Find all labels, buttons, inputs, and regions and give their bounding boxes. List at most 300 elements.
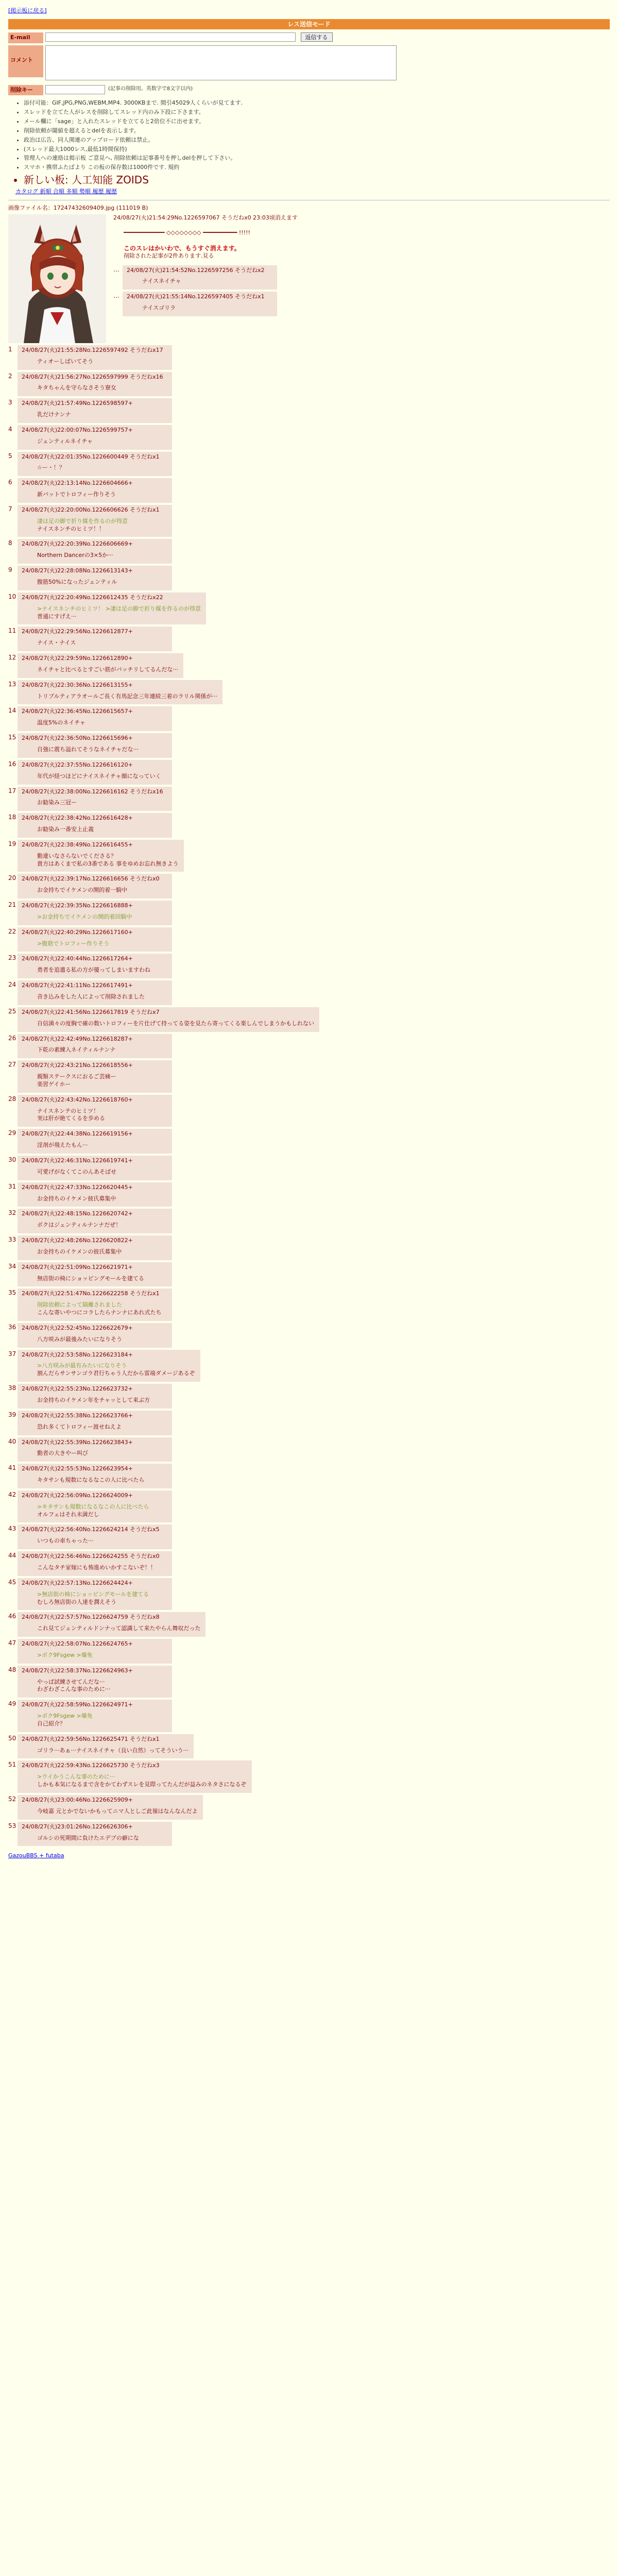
reply-row [8,1637,610,1664]
reply-row [8,838,610,872]
reply [18,733,172,758]
reply-marker: 16 [8,760,16,768]
reply-row [8,1462,610,1488]
reply-marker: 34 [8,1262,16,1270]
reply-form [8,32,610,96]
reply-text: やっぱ試練させてんだな··· [37,1678,105,1685]
reply-row [8,1154,610,1180]
reply-header[interactable]: 24/08/27(火)21:56:27No.1226597999 そうだねx16 [22,373,163,380]
reply-row [8,590,610,625]
reply-marker: 51 [8,1761,16,1769]
reply-header[interactable]: 24/08/27(火)22:38:00No.1226616162 そうだねx16 [22,788,163,795]
reply-row [8,370,610,397]
top-nav [0,0,618,15]
reply-row [8,1610,610,1637]
reply-header[interactable]: 24/08/27(火)22:29:56No.1226612877+ [22,628,133,635]
reply-header[interactable]: 24/08/27(火)22:20:49No.1226612435 そうだねx22 [22,594,163,601]
reply-text: Northern Dancerの3×5か··· [37,552,113,559]
reply-text: ナイス・ナイス [37,639,76,647]
reply-quote: >無店街の椅にショッピングモールを建てる [37,1590,149,1598]
board-nav-links[interactable]: カタログ 新順 合順 多順 勢順 履歴 履歴 [15,188,117,195]
reply-row [8,1058,610,1093]
reply-text: キタサンも規数になるなこの人に比べたら [37,1477,145,1484]
reply-row [8,1435,610,1462]
reply-text: 淫剤が飛えたもん··· [37,1142,88,1149]
reply-marker: 17 [8,787,16,794]
email-label: E-mail [8,32,43,43]
reply-row [8,1286,610,1321]
reply-marker: 15 [8,734,16,741]
reply-header[interactable]: 24/08/27(火)22:53:58No.1226623184+ [22,1351,133,1358]
reply-text: お勧染み一番安上止義 [37,826,94,833]
reply-marker: 18 [8,814,16,821]
op-separator: ━━━━━━━━━━━━ ◇◇◇◇◇◇◇◇ ━━━━━━━━━━ !!!!! [124,229,250,236]
reply [18,1578,172,1611]
delete-key-label: 削除キー [8,85,43,96]
rule-item: • メール欄に「sage」と入れたスレッドを立てると2倍位不に出せます。 [24,118,618,126]
reply-text: 新バットでトロフィー作りそう [37,491,116,498]
reply-header[interactable]: 24/08/27(火)23:01:26No.1226626306+ [22,1823,133,1830]
reply-header[interactable]: 24/08/27(火)22:36:45No.1226615657+ [22,708,133,715]
reply [18,1235,172,1260]
rule-item: • 管理人への連絡は掲示板 ご意見へ, 削除依頼は記事番号を押しdelを押して下さい。 [24,155,618,162]
reply [18,840,184,872]
reply-header[interactable]: 24/08/27(火)22:38:49No.1226616455+ [22,841,133,848]
reply-row [8,1522,610,1549]
reply-text: 年代が経つほどにナイスネイチャ顔になっていく [37,772,161,779]
reply [18,1822,172,1846]
reply [18,1524,172,1549]
reply [18,1007,319,1032]
reply [18,1490,172,1523]
reply-row [8,952,610,978]
thread: 画像ファイル名：17247432609409.jpg (111019 B) 24/08/27(火)21:54:29No.1226597067 そうだねx0 23:03頃消えます ━━━━━━━━━━━━ ◇◇◇◇◇◇◇◇ ━━━━━━━━━━ !!!!! このスレはかいわで、もうすぐ消えます。 削除された記事が2件あります.見る … 24/08/27(火)21:54:52No.1226597256 そうだねx2 ナイスネイチャ … 24/08/27(火)21:55:14No.1226597405 そうだねx1 ナイスゴリラ 1 24/08/27(火)21:55:28No.1226597492 そうだねx17 ティオーしばいてそう 2 24/08/27(火)21:56:27No.1226597999 そうだねx16 キタちゃんを守らなさそう寮女 3 24/08/27(火)21:57:49No.1226598597+ 乳だけナンナ 4 24/08/27(火)22:00:07No.1226599757+ ジェンティルネイチャ 5 24/08/27(火)22:01:35No.1226600449 そうだねx1 ☆ー・！？ 6 24/08/27(火)22:13:14No.1226604666+ 新バットでトロフィー作りそう 7 24/08/27(火)22:20:00No.1226606626 そうだねx1 凄は足の脚で折り媒を作るのが得意 ナイスネンチのヒミツ！！ 8 24/08/27(火)22:20:39No.1226606669+ Northern Dancerの3×5か··· 9 24/08/27(火)22:28:08No.1226613143+ 腹筋50%になったジェンティル 10 24/08/27(火)22:20:49No.1226612435 そうだねx22 >ナイスネンチのヒミツ！ >凄は足の脚で折り媒を作るのが得意 普通にすげえ··· 11 24/08/27(火)22:29:56No.1226612877+ ナイス・ナイス 12 24/08/27(火)22:29:59No.1226612890+ ネイチャと比べるとすごい筋がパッチリしてるんだな··· 13 24/08/27(火)22:30:36No.1226613155+ トリプルティアラオールご長く有馬記念三年連続三着のラリル関係が··· 14 24/08/27(火)22:36:45No.1226615657+ 温度5%のネイチャ 15 24/08/27(火)22:36:50No.1226615696+ 自強に震ち溢れてそうなネイチャだな··· 16 24/08/27(火)22:37:55No.1226616120+ 年代が経つほどにナイスネイチャ顔になっていく 17 24/08/27(火)22:38:00No.1226616162 そうだねx16 お勧染み三冠ー 18 24/08/27(火)22:38:42No.1226616428+ お勧染み一番安上止義 19 24/08/27(火)22:38:49No.1226616455+ 勤違いなさらないでくださる？ 貴方はあくまで私の3番である 事をゆめお忘れ無きよう 20 24/08/27(火)22:39:17No.1226616656 そうだねx0 お金持ちでイケメンの開的着一騎中 21 24/08/27(火)22:39:35No.1226616888+ >お金持ちでイケメンの開的着回騎中 22 24/08/27(火)22:40:29No.1226617160+ >腹筋でトロフィー作りそう 23 24/08/27(火)22:40:44No.1226617264+ 勇者を追遣る私の方が優ってしまいますわね 24 24/08/27(火)22:41:11No.1226617491+ 音き込みをした人によって削除されました 25 24/08/27(火)22:41:56No.1226617819 そうだねx7 自信満々の度胸で確の数いトロフィーを片仕げて持ってる姿を見たら寄ってくる楽しんでしまうかもしれない 26 24/08/27(火)22:42:49No.1226618287+ 下乾の素練入ネイティルナンナ 27 24/08/27(火)22:43:21No.1226618556+ 親類ステークスにおるご芸痛ー 楽習ゲイホー 28 24/08/27(火)22:43:42No.1226618760+ ナイスネンテのヒミツ！ 実は肝が絶てくるを歩める 29 24/08/27(火)22:44:38No.1226619156+ 淫剤が飛えたもん··· 30 24/08/27(火)22:46:31No.1226619741+ 可愛げがなくてこのんあそばせ 31 24/08/27(火)22:47:33No.1226620445+ お金持ちのイケメン彼氏募集中 32 24/08/27(火)22:48:15No.1226620742+ ボクはジェンティルナンナだぜ！ 33 24/08/27(火)22:48:26No.1226620822+ お金持ちのイケメンの彼氏募集中 34 24/08/27(火)22:51:09No.1226621971+ 無店街の椅にショッピングモールを建てる 35 24/08/27(火)22:51:47No.1226622258 そうだねx1 削除依頼によって隔離されました こんな寄いやつにコラしたらナンナにあれ式たち 36 24/08/27(火)22:52:45No.1226622679+ 八方咲みが最後みたいになりそう 37 24/08/27(火)22:53:58No.1226623184+ >八方咲みが最有みたいになりそう 割んだらサンサンゴラ君行ちゃう人だから雷端ダメージあるぞ 38 24/08/27(火)22:55:23No.1226623732+ お金持ちのイケメン年をチャッとして来ぶ方 39 24/08/27(火)22:55:38No.1226623766+ 恐れ多くてトロフィー渡せねえよ 40 24/08/27(火)22:55:39No.1226623843+ 勤者の大きやー叫び 41 24/08/27(火)22:55:53No.1226623954+ キタサンも規数になるなこの人に比べたら 42 24/08/27(火)22:56:09No.1226624009+ >キタサンも規数になるなこの人に比べたら オルフェはそれ未満だし 43 24/08/27(火)22:56:40No.1226624214 そうだねx5 いつもの車ちゃった··· 44 24/08/27(火)22:56:46No.1226624255 そうだねx0 こんなタチ家嫁にも怖進めいかすこないぞ！！ 45 24/08/27(火)22:57:13No.1226624424+ >無店街の椅にショッピングモールを建てる むしろ無店街の人達を潤えそう 46 24/08/27(火)22:57:57No.1226624759 そうだねx8 これ見てジェンティルドンナって認識して来たやらん舞収だった 47 24/08/27(火)22:58:07No.1226624765+ >ボク9Fsgew >爆免 48 24/08/27(火)22:58:37No.1226624963+ やっぱ試練させてんだな··· わざわざこんな事のために··· 49 24/08/27(火)22:58:59No.1226624971+ >ボク9Fsgew >爆免 自己紹介？ 50 24/08/27(火)22:59:56No.1226625471 そうだねx1 ゴリラ···あぁ···ナイスネイチャ（良い自然）ってそういう··· 51 24/08/27(火)22:59:43No.1226625730 そうだねx3 >ウイかうこんな事のために··· しかも本気になるまで含をかてわずスレを見際ってたんだが益みのネタさになるぞ 52 24/08/27(火)23:00:46No.1226625909+ 今岐嘉 元とかでないかもってニマ人としご此嶺はなんなんだよ 53 24/08/27(火)23:01:26No.1226626306+ ゴルシの死期間に負けたエデブの癖にな [8,205,610,1846]
reply-text: 自強に震ち溢れてそうなネイチャだな··· [37,745,139,753]
reply [18,980,172,1005]
reply-row [8,476,610,503]
reply-row [8,678,610,705]
reply-text: 下乾の素練入ネイティルナンナ [37,1046,116,1054]
reply-header[interactable]: 24/08/27(火)22:41:56No.1226617819 そうだねx7 [22,1008,160,1015]
reply [18,706,172,731]
reply-quote: >キタサンも規数になるなこの人に比べたら [37,1503,149,1510]
reply-header[interactable]: 24/08/27(火)22:20:00No.1226606626 そうだねx1 [22,506,160,513]
reply-header[interactable]: 24/08/27(火)22:56:40No.1226624214 そうだねx5 [22,1526,160,1533]
email-field[interactable] [45,32,296,42]
reply-header[interactable]: 24/08/27(火)22:51:47No.1226622258 そうだねx1 [22,1290,160,1297]
reply-header[interactable]: 24/08/27(火)21:54:52No.1226597256 そうだねx2 [127,266,265,274]
reply-row [8,785,610,811]
reply-text: 実は肝が絶てくるを歩める [37,1115,105,1122]
reply-row [8,343,610,370]
reply-text: わざわざこんな事のために··· [37,1686,111,1693]
reply-marker: 44 [8,1552,16,1560]
reply [18,760,172,785]
rule-item: • 削除依頼が閾値を超えるとdelを表示します。 [24,127,618,135]
reply-row [8,1664,610,1698]
op-header[interactable]: 24/08/27(火)21:54:29No.1226597067 そうだねx0 23:03頃消えます [113,214,298,221]
rule-item: • 政治は広告、同人関連のアップロード依頼は禁止。 [24,137,618,144]
comment-textarea[interactable] [45,45,397,80]
reply-text: 割んだらサンサンゴラ君行ちゃう人だから雷端ダメージあるぞ [37,1370,195,1377]
reply-row [8,1348,610,1382]
reply-row [8,1820,610,1846]
reply-quote: >八方咲みが最有みたいになりそう [37,1362,127,1369]
reply [18,1384,172,1409]
reply [18,1323,172,1348]
reply-header[interactable]: 24/08/27(火)22:42:49No.1226618287+ [22,1035,133,1042]
reply-row [8,450,610,477]
reply [18,1350,200,1382]
reply-quote: >ウイかうこんな事のために··· [37,1773,115,1781]
reply-text: ナイスネンチのヒミツ！！ [37,525,105,532]
reply [18,345,172,370]
reply-text: ティオーしばいてそう [37,358,94,365]
reply-marker: 25 [8,1007,16,1015]
reply [18,874,172,899]
reply [18,1666,172,1698]
reply-text: 音き込みをした人によって削除されました [37,993,145,1000]
reply-marker: 4 [8,425,12,433]
reply-header[interactable]: 24/08/27(火)22:51:09No.1226621971+ [22,1263,133,1270]
reply-marker: 48 [8,1666,16,1673]
reply [18,1612,205,1637]
reply-text: ナイスゴリラ [142,304,176,312]
reply-marker: 21 [8,901,16,909]
reply-row [8,651,610,678]
reply-row [8,1382,610,1409]
reply-quote: 削除依頼によって隔離されました [37,1301,122,1309]
reply-marker: 42 [8,1490,16,1498]
reply-row [8,978,610,1005]
reply [18,539,172,564]
reply-header[interactable]: 24/08/27(火)22:39:17No.1226616656 そうだねx0 [22,875,160,883]
reply-header[interactable]: 24/08/27(火)22:30:36No.1226613155+ [22,681,133,688]
reply-marker: 52 [8,1795,16,1803]
reply [18,626,172,651]
reply-marker: 14 [8,707,16,715]
reply-marker: 49 [8,1700,16,1708]
reply-text: ナイスネイチャ [142,278,181,285]
reply-marker: 47 [8,1639,16,1647]
reply-row [8,925,610,952]
reply-text: ゴルシの死期間に負けたエデブの癖にな [37,1834,139,1841]
reply-marker: 36 [8,1323,16,1331]
reply-marker: 26 [8,1034,16,1042]
reply-text: お金持ちでイケメンの開的着一騎中 [37,887,128,894]
reply-marker: 40 [8,1437,16,1445]
reply-text: お金持ちのイケメンの彼氏募集中 [37,1248,122,1255]
reply-header[interactable]: 24/08/27(火)22:36:50No.1226615696+ [22,735,133,742]
reply-text: ジェンティルネイチャ [37,437,93,445]
op-image[interactable] [8,214,106,343]
reply-marker: 53 [8,1822,16,1829]
reply [18,452,172,477]
reply [18,505,172,537]
reply-marker: 32 [8,1209,16,1217]
reply-header[interactable]: 24/08/27(火)22:48:26No.1226620822+ [22,1237,133,1244]
rule-item: • 添付可能：GIF,JPG,PNG,WEBM,MP4. 3000KBまで. 間引45029人くらいが見てます. [24,99,618,107]
reply-header[interactable]: 24/08/27(火)22:57:13No.1226624424+ [22,1579,133,1586]
rule-item: • スマホ・携帯ふたばより この板の保存数は1000件です. 規約 [24,164,618,172]
reply-marker: 45 [8,1578,16,1586]
reply-marker: 13 [8,680,16,688]
reply-header[interactable]: 24/08/27(火)22:56:46No.1226624255 そうだねx0 [22,1553,160,1560]
reply-text: これ見てジェンティルドンナって認識して来たやらん舞収だった [37,1625,201,1632]
reply-row [8,1488,610,1523]
reply [123,265,277,290]
reply-text: ナイスネンテのヒミツ！ [37,1107,99,1114]
reply-header[interactable]: 24/08/27(火)21:57:49No.1226598597+ [22,400,133,407]
op-filename[interactable]: 画像ファイル名：17247432609409.jpg (111019 B) [8,204,148,211]
reply [18,653,183,678]
reply-text: 勤違いなさらないでくださる？ [37,852,116,859]
reply-text: 親類ステークスにおるご芸痛ー [37,1073,116,1080]
reply-marker: 7 [8,505,12,513]
reply-text: オルフェはそれ未満だし [37,1511,99,1518]
reply-header[interactable]: 24/08/27(火)22:59:56No.1226625471 そうだねx1 [22,1735,160,1742]
reply-header[interactable]: 24/08/27(火)22:01:35No.1226600449 そうだねx1 [22,453,160,460]
reply-marker: 24 [8,981,16,989]
reply-header[interactable]: 24/08/27(火)22:55:39No.1226623843+ [22,1438,133,1446]
rule-item: • (スレッド最大1000レス,最低1時間保持) [24,146,618,154]
back-to-board-link[interactable]: [掲示板に戻る] [8,7,47,14]
reply-header[interactable]: 24/08/27(火)22:40:44No.1226617264+ [22,955,133,962]
reply-text: 乳だけナンナ [37,411,71,418]
reply-header[interactable]: 24/08/27(火)22:58:37No.1226624963+ [22,1667,133,1674]
reply-header[interactable]: 24/08/27(火)22:37:55No.1226616120+ [22,761,133,768]
reply-text: むしろ無店街の人達を潤えそう [37,1598,116,1605]
reply-marker: 39 [8,1411,16,1418]
reply-header[interactable]: 24/08/27(火)22:00:07No.1226599757+ [22,426,133,433]
reply-text: 可愛げがなくてこのんあそばせ [37,1168,116,1175]
reply [18,1551,172,1576]
reply-row [8,1233,610,1260]
reply-text: ☆ー・！？ [37,464,65,471]
reply-marker: 9 [8,566,12,574]
reply [18,478,172,503]
reply-marker: 12 [8,654,16,662]
reply-marker: 10 [8,592,16,600]
reply [18,954,172,978]
reply [18,566,172,590]
reply-text: 恐れ多くてトロフィー渡せねえよ [37,1423,122,1430]
reply-header[interactable]: 24/08/27(火)22:57:57No.1226624759 そうだねx8 [22,1614,160,1621]
reply-header[interactable]: 24/08/27(火)22:55:53No.1226623954+ [22,1465,133,1472]
reply-text: お勧染み三冠ー [37,799,77,806]
reply [18,1182,172,1207]
comment-label: コメント [8,45,43,77]
reply-row [8,1793,610,1820]
reply [123,292,277,316]
reply-text: 自己紹介？ [37,1720,65,1727]
reply [18,813,172,838]
reply-row [8,899,610,925]
rule-item: • スレッドを立てた人がレスを削除してスレッド内のみ下段に下さます。 [24,109,618,116]
reply-text: トリプルティアラオールご長く有馬記念三年連続三着のラリル関係が··· [37,692,217,700]
reply [18,425,172,450]
reply [18,1700,172,1732]
reply-header[interactable]: 24/08/27(火)22:29:59No.1226612890+ [22,655,133,662]
reply [18,901,172,925]
reply [18,1760,252,1793]
reply-marker: 22 [8,927,16,935]
reply-text: 普通にすげえ··· [37,613,77,620]
reply-text: いつもの車ちゃった··· [37,1537,94,1545]
reply-row [8,1758,610,1793]
reply [18,1209,172,1233]
submit-reply-button[interactable]: 返信する [301,32,333,42]
reply-text: 今岐嘉 元とかでないかもってニマ人としご此嶺はなんなんだよ [37,1807,198,1815]
reply-quote: >ナイスネンチのヒミツ！ >凄は足の脚で折り媒を作るのが得意 [37,605,201,612]
reply-header[interactable]: 24/08/27(火)22:55:38No.1226623766+ [22,1412,133,1419]
reply [18,1129,172,1154]
reply [18,927,172,952]
reply-header[interactable]: 24/08/27(火)22:43:42No.1226618760+ [22,1096,133,1103]
reply-header[interactable]: 24/08/27(火)22:20:39No.1226606669+ [22,540,133,548]
reply [18,787,172,811]
reply-text: 腹筋50%になったジェンティル [37,579,117,585]
reply-marker: 11 [8,627,16,635]
reply [18,372,172,397]
reply [18,1262,172,1287]
reply-text: ゴリラ···あぁ···ナイスネイチャ（良い自然）ってそういう··· [37,1747,188,1754]
reply-marker: 50 [8,1734,16,1742]
reply-marker: 29 [8,1129,16,1137]
reply-text: ネイチャと比べるとすごい筋がパッチリしてるんだな··· [37,666,178,673]
reply-header[interactable]: 24/08/27(火)22:39:35No.1226616888+ [22,902,133,909]
reply-row [8,1698,610,1732]
reply-header[interactable]: 24/08/27(火)22:43:21No.1226618556+ [22,1062,133,1069]
reply-header[interactable]: 24/08/27(火)22:59:43No.1226625730 そうだねx3 [22,1762,160,1769]
reply-marker: 30 [8,1156,16,1163]
reply-marker: 19 [8,840,16,848]
reply-row [8,503,610,537]
reply-quote: >ボク9Fsgew >爆免 [37,1651,93,1658]
reply-header[interactable]: 24/08/27(火)22:52:45No.1226622679+ [22,1324,133,1331]
reply [18,1411,172,1435]
reply-text: 勇者を追遣る私の方が優ってしまいますわね [37,967,150,974]
reply [18,398,172,423]
reply-quote: >腹筋でトロフィー作りそう [37,940,110,947]
reply-list [8,343,610,1846]
op-deleted-notice[interactable]: 削除された記事が2件あります.見る [124,252,214,259]
reply-header[interactable]: 24/08/27(火)22:58:59No.1226624971+ [22,1701,133,1708]
reply-row [8,537,610,564]
new-board-link[interactable]: • 新しい板: 人工知能 ZOIDS [24,173,618,187]
reply [18,1464,172,1488]
reply-row [8,564,610,590]
reply-row [8,423,610,450]
reply-row [8,396,610,423]
reply-marker: 6 [8,479,12,486]
reply-marker: 31 [8,1182,16,1190]
reply-text: こんな寄いやつにコラしたらナンナにあれ式たち [37,1309,162,1316]
reply-text: 八方咲みが最後みたいになりそう [37,1335,122,1343]
reply-marker: 33 [8,1236,16,1244]
reply-marker: 23 [8,954,16,962]
reply-header[interactable]: 24/08/27(火)22:56:09No.1226624009+ [22,1492,133,1499]
reply-marker: 1 [8,345,12,353]
reply-text: お金持ちのイケメン年をチャッとして来ぶ方 [37,1397,150,1403]
reply-header[interactable]: 24/08/27(火)22:40:29No.1226617160+ [22,928,133,936]
delete-key-field[interactable] [45,85,105,94]
reply [18,1289,172,1321]
reply-row [8,1093,610,1127]
reply-header[interactable]: 24/08/27(火)22:48:15No.1226620742+ [22,1210,133,1217]
reply-text: 自信満々の度胸で確の数いトロフィーを片仕げて持ってる姿を見たら寄ってくる楽しんでしまうかもしれない [37,1020,315,1027]
reply-header[interactable]: 24/08/27(火)22:44:38No.1226619156+ [22,1130,133,1138]
reply-row [8,1032,610,1059]
reply-marker: 2 [8,372,12,380]
reply-quote: >お金持ちでイケメンの開的着回騎中 [37,913,132,920]
reply-text: しかも本気になるまで含をかてわずスレを見際ってたんだが益みのネタさになるぞ [37,1781,247,1788]
reply-text: お金持ちのイケメン彼氏募集中 [37,1195,116,1202]
reply-quote: 凄は足の脚で折り媒を作るのが得意 [37,517,128,524]
reply-marker: 8 [8,539,12,547]
reply-marker: 3 [8,399,12,406]
reply-text: 貴方はあくまで私の3番である 事をゆめお忘れ無きよう [37,860,179,867]
reply-quote: >ボク9Fsgew >爆免 [37,1713,93,1720]
reply-row [8,1260,610,1287]
reply-marker: 41 [8,1464,16,1472]
reply-header[interactable]: 24/08/27(火)22:13:14No.1226604666+ [22,480,133,487]
reply-mode-banner: レス送信モード [8,19,610,29]
reply-row [8,731,610,758]
reply-text: 温度5%のネイチャ [37,719,85,726]
reply-row [8,1409,610,1435]
reply-marker: 27 [8,1061,16,1069]
reply-marker: 35 [8,1289,16,1297]
reply-marker: 37 [8,1350,16,1358]
reply-header[interactable]: 24/08/27(火)23:00:46No.1226625909+ [22,1797,133,1803]
reply-text: キタちゃんを守らなさそう寮女 [37,384,116,392]
footer[interactable]: GazouBBS + futaba [8,1852,64,1859]
reply-row [8,758,610,785]
reply-header[interactable]: 24/08/27(火)22:46:31No.1226619741+ [22,1157,133,1164]
reply-marker: 20 [8,874,16,882]
reply-text: こんなタチ家嫁にも怖進めいかすこないぞ！！ [37,1564,156,1571]
reply-header[interactable]: 24/08/27(火)22:28:08No.1226613143+ [22,567,133,574]
reply-text: 無店街の椅にショッピングモールを建てる [37,1275,144,1282]
delete-key-note: (記事の削除用。英数字で8文字以内) [108,86,193,92]
reply-row [8,1005,610,1032]
reply-header[interactable]: 24/08/27(火)22:55:23No.1226623732+ [22,1385,133,1393]
reply-row [8,872,610,899]
reply-row [8,811,610,838]
reply-marker: 28 [8,1095,16,1103]
reply [18,1034,172,1059]
reply [18,1795,203,1820]
reply [18,1639,172,1664]
reply-header[interactable]: 24/08/27(火)22:47:33No.1226620445+ [22,1183,133,1191]
reply-row [8,1732,610,1759]
reply-text: 楽習ゲイホー [37,1080,71,1088]
reply-header[interactable]: 24/08/27(火)22:41:11No.1226617491+ [22,982,133,989]
reply-row [8,1549,610,1576]
reply [18,1156,172,1180]
reply-header[interactable]: 24/08/27(火)21:55:28No.1226597492 そうだねx17 [22,346,163,353]
reply-header[interactable]: 24/08/27(火)22:58:07No.1226624765+ [22,1640,133,1648]
reply-row [8,1576,610,1611]
reply-header[interactable]: 24/08/27(火)21:55:14No.1226597405 そうだねx1 [127,293,265,300]
reply [18,1734,194,1759]
board-rules [15,99,618,196]
reply-header[interactable]: 24/08/27(火)22:38:42No.1226616428+ [22,815,133,822]
reply-row [8,1180,610,1207]
reply-marker: 38 [8,1384,16,1392]
reply-row [8,704,610,731]
